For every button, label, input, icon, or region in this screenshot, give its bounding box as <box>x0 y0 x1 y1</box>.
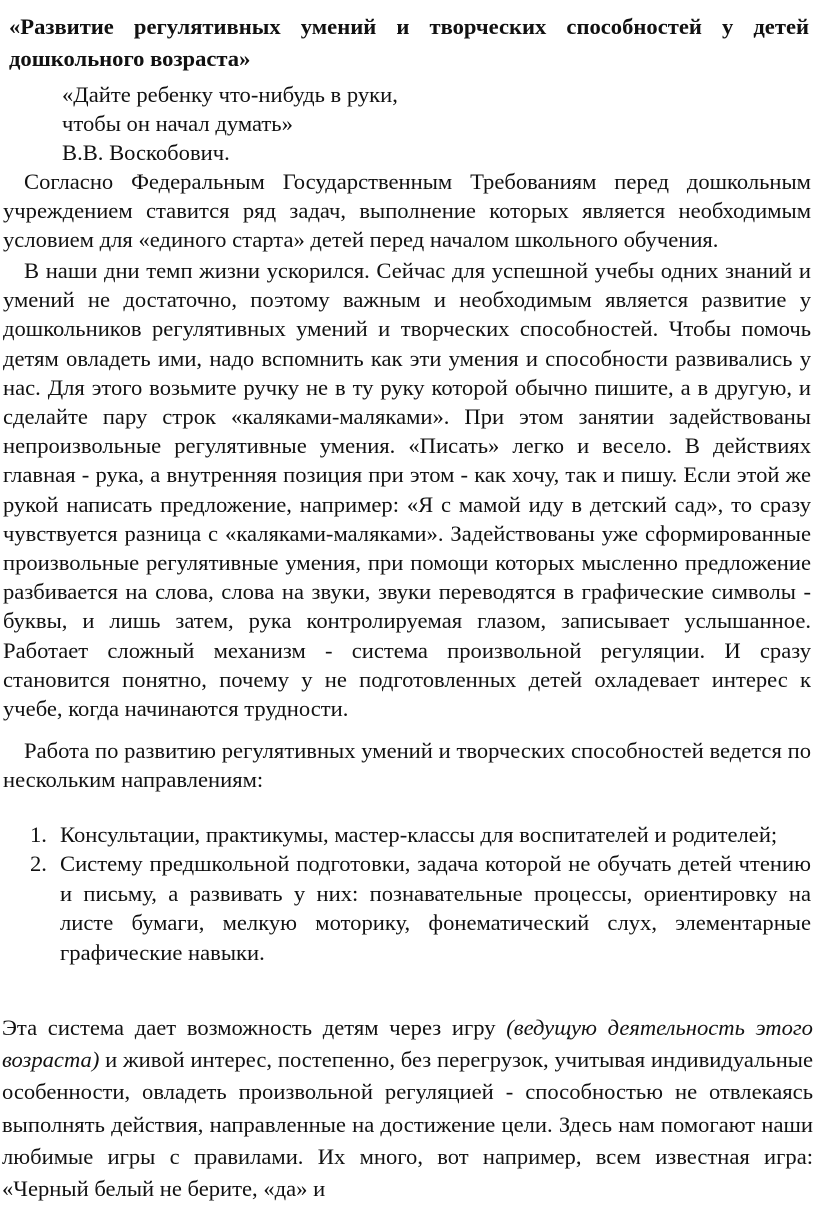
epigraph-author: В.В. Воскобович. <box>62 140 230 165</box>
list-item-number: 1. <box>30 822 47 847</box>
paragraph-fgt-requirements: Согласно Федеральным Государственным Требованиям перед дошкольным учреждением ставится ряд задач, выполнение которых является необходимым условием для «единого старта» детей перед началом школьного обучения. <box>3 169 811 253</box>
paragraph-work-directions: Работа по развитию регулятивных умений и творческих способностей ведется по нескольким направлениям: <box>3 738 811 793</box>
final-text-end: и живой интерес, постепенно, без перегрузок, учитывая индивидуальные особенности, овладеть произвольной регуляцией - способностью не отвлекаясь выполнять действия, направленные на достижение цели. Здесь нам помогают наши любимые игры с правилами. Их много, вот например, всем известная игра: «Черный белый не берите, «да» и <box>2 1047 813 1202</box>
list-item-text: Консультации, практикумы, мастер-классы для воспитателей и родителей; <box>60 822 778 847</box>
final-text-italic: (ведущую деятельность этого возраста) <box>2 1015 813 1073</box>
final-text-start: Эта система дает возможность детям через игру <box>2 1015 507 1040</box>
list-item <box>0 849 811 967</box>
paragraph-pace-of-life: В наши дни темп жизни ускорился. Сейчас для успешной учебы одних знаний и умений не достаточно, поэтому важным и необходимым является развитие у дошкольников регулятивных умений и творческих способностей. Чтобы помочь детям овладеть ими, надо вспомнить как эти умения и способности развивались у нас. Для этого возьмите ручку не в ту руку которой обычно пишите, а в другую, и сделайте пару строк «каляками-маляками». При этом занятии задействованы непроизвольные регулятивные умения. «Писать» легко и весело. В действиях главная - рука, а внутренняя позиция при этом - как хочу, так и пишу. Если этой же рукой написать предложение, например: «Я с мамой иду в детский сад», то сразу чувствуется разница с «каляками-маляками». Задействованы уже сформированные произвольные регулятивные умения, при помощи которых мысленно предложение разбивается на слова, слова на звуки, звуки переводятся в графические символы - буквы, и лишь затем, рука контролируемая глазом, записывает услышанное. Работает сложный механизм - система произвольной регуляции. И сразу становится понятно, почему у не подготовленных детей охладевает интерес к учебе, когда начинаются трудности. <box>3 258 811 722</box>
epigraph-line-2: чтобы он начал думать» <box>62 111 293 136</box>
epigraph <box>62 80 398 167</box>
epigraph-line-1: «Дайте ребенку что-нибудь в руки, <box>62 82 398 107</box>
document-title: «Развитие регулятивных умений и творческих способностей у детей дошкольного возраста» <box>9 14 809 71</box>
list-item-text: Систему предшкольной подготовки, задача которой не обучать детей чтению и письму, а развивать у них: познавательные процессы, ориентировку на листе бумаги, мелкую моторику, фонематический слух, элементарные графические навыки. <box>60 851 811 965</box>
list-item-number: 2. <box>30 851 47 877</box>
directions-list <box>0 820 811 967</box>
list-item <box>0 820 811 849</box>
paragraph-system-description <box>2 1012 813 1205</box>
